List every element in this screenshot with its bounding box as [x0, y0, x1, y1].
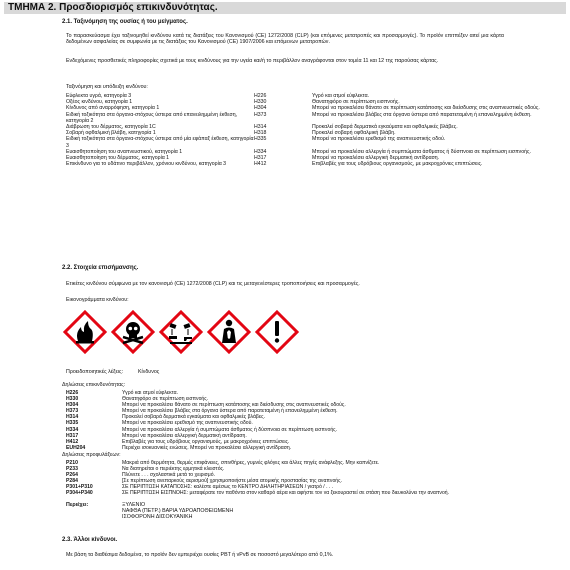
table-row: Διάβρωση του δέρματος, κατηγορία 1C H314 Προκαλεί σοβαρά δερματικά εγκαύματα και οφθαλμικές βλάβες. [66, 124, 458, 131]
list-item: P264 Πλύνετε . . . σχολαστικά μετά το χειρισμό. [66, 472, 215, 479]
list-item: P233 Να διατηρείται ο περιέκτης ερμητικά κλειστός. [66, 466, 225, 473]
list-item: H330 Θανατηφόρο σε περίπτωση εισπνοής. [66, 396, 209, 403]
list-item: P301+P310 ΣΕ ΠΕΡΙΠΤΩΣΗ ΚΑΤΑΠΟΣΗΣ: καλέστε αμέσως το ΚΕΝΤΡΟ ΔΗΛΗΤΗΡΙΑΣΕΩΝ / γιατρό / . . . [66, 484, 334, 491]
heading-2-2: 2.2. Στοιχεία επισήμανσης. [62, 265, 139, 271]
table-row: Οξέος κινδύνου, κατηγορία 1 H330 Θανατηφόρο σε περίπτωση εισπνοής. [66, 99, 400, 106]
table-row: Επικίνδυνο για το υδάτινο περιβάλλον, χρόνιου κινδύνου, κατηγορία 3 H412 Επιβλαβές για τους υδρόβιους οργανισμούς, με μακροχρόνιες επιπτώσεις. [66, 161, 483, 168]
list-item: P210 Μακριά από θερμότητα, θερμές επιφάνειες, σπινθήρες, γυμνές φλόγες και άλλες πηγές ανάφλεξης. Μην καπνίζετε. [66, 460, 380, 466]
flame-pictogram-icon [62, 309, 108, 355]
table-row: Ευαισθητοποίηση του δέρματος, κατηγορία 1 H317 Μπορεί να προκαλέσει αλλεργική δερματική αντίδραση. [66, 155, 440, 162]
skull-pictogram-icon [110, 309, 156, 355]
table-row: Σοβαρή οφθαλμική βλάβη, κατηγορία 1 H318 Προκαλεί σοβαρή οφθαλμική βλάβη. [66, 130, 396, 137]
labelling-paragraph: Ετικέτες κινδύνου σύμφωνα με τον κανονισμό (CE) 1272/2008 (CLP) και τις μεταγενέστερες τροποποιήσεις και προσαρμογές. [66, 281, 360, 287]
list-item: H334 Μπορεί να προκαλέσει αλλεργία ή συμπτώματα άσθματος ή δύσπνοια σε περίπτωση εισπνοής. [66, 426, 338, 433]
list-item: H226 Υγρό και ατμοί εύφλεκτα. [66, 390, 179, 396]
signal-word-value: Κίνδυνος [138, 369, 160, 375]
list-item: P304+P340 ΣΕ ΠΕΡΙΠΤΩΣΗ ΕΙΣΠΝΟΗΣ: μεταφέρατε τον παθόντα στον καθαρό αέρα και αφήστε τον να ξεκουραστεί σε στάση που διευκολύνει την αναπνοή. [66, 490, 450, 497]
list-item: H304 Μπορεί να προκαλέσει θάνατο σε περίπτωση κατάποσης και διείσδυσης στις αναπνευστικές οδούς. [66, 402, 346, 409]
list-item: H412 Επιβλαβές για τους υδρόβιους οργανισμούς, με μακροχρόνιες επιπτώσεις. [66, 438, 290, 445]
other-hazards-paragraph: Με βάση τα διαθέσιμα δεδομένα, το προϊόν δεν εμπεριέχει ουσίες PBT ή vPvB σε ποσοστό μεγαλύτερο από 0,1%. [66, 552, 334, 558]
list-item: H314 Προκαλεί σοβαρά δερματικά εγκαύματα και οφθαλμικές βλάβες. [66, 414, 266, 421]
table-row: Εύφλεκτα υγρά, κατηγορία 3 H226 Υγρό και ατμοί εύφλεκτα. [66, 93, 370, 99]
classification-table-label: Ταξινόμηση και υπόδειξη κινδύνου: [66, 84, 148, 90]
table-row: Ειδική τοξικότητα στα όργανα-στόχους ύστερα από μία εφάπαξ έκθεση, κατηγορία 3 H335 Μπορεί να προκαλέσει ερεθισμό της αναπνευστικής οδού. [66, 136, 446, 149]
table-row: Ειδική τοξικότητα στα όργανα-στόχους ύστερα από επανειλημμένη έκθεση, κατηγορία 2 H373 Μπορεί να προκαλέσει βλάβες στα όργανα ύστερα από παρατεταμένη ή επανειλημμένη έκθεση. [66, 111, 532, 124]
hazard-statements-list [66, 390, 562, 451]
pictogram-row [62, 309, 300, 355]
precautionary-statements-label: Δηλώσεις προφυλάξεων: [62, 452, 121, 458]
list-item: EUH204 Περιέχει ισοκυανικές ενώσεις. Μπορεί να προκαλέσει αλλεργική αντίδραση. [66, 444, 292, 451]
table-row: Κίνδυνος από αναρρόφηση, κατηγορία 1 H304 Μπορεί να προκαλέσει θάνατο σε περίπτωση κατάποσης και διείσδυσης στις αναπνευστικές οδούς. [66, 105, 540, 112]
list-item: ΞΥΛΕΝΙΟ [122, 502, 146, 508]
signal-word-row [66, 369, 159, 375]
list-item: H335 Μπορεί να προκαλέσει ερεθισμό της αναπνευστικής οδού. [66, 420, 253, 427]
list-item: H373 Μπορεί να προκαλέσει βλάβες στα όργανα ύστερα από παρατεταμένη ή επανειλημμένη έκθεση. [66, 408, 338, 415]
pictograms-label: Εικονογράμματα κινδύνου: [66, 297, 129, 303]
hazard-statements-label: Δηλώσεις επικινδυνότητας: [62, 382, 126, 388]
table-row: Ευαισθητοποίηση του αναπνευστικού, κατηγορία 1 H334 Μπορεί να προκαλέσει αλλεργία ή συμπτώματα άσθματος ή δύσπνοια σε περίπτωση εισπνοής. [66, 148, 531, 155]
precautionary-statements-list [66, 460, 562, 497]
contains-label: Περιέχει: [66, 502, 89, 508]
classification-paragraph-1: Το παρασκεύασμα έχει ταξινομηθεί κινδύνου κατά τις διατάξεις του Κανονισμού (CE) 1272/2008 (CLP) (και επόμενες μετατροπές και προσαρμογές). Το προϊόν επιτπέξεν αιτεί μια κάρτα δεδομένων ασφαλείας σε συμφωνία με τις διατάξεις του Κανονισμού (CE) 1907/2006 και επόμενων μετατροπών. [66, 33, 504, 46]
contains-list [122, 502, 233, 521]
list-item: ΝΑΦΘΑ (ΠΕΤΡ.) ΒΑΡΙΑ ΥΔΡΟΑΠΟΘΕΙΩΜΕΝΗ [122, 508, 234, 515]
heading-2-1: 2.1. Ταξινόμηση της ουσίας ή του μείγματος. [62, 19, 188, 25]
classification-table [66, 93, 552, 167]
heading-2-3: 2.3. Άλλοι κίνδυνοι. [62, 537, 118, 543]
contains-block [66, 502, 233, 521]
classification-paragraph-2: Ενδεχόμενες προσθετικές πληροφορίες σχετικά με τους κινδύνους για την υγεία και/ή το περιβάλλον αναγράφονται στον τομέα 11 και 12 της παρούσας κάρτας. [66, 58, 439, 64]
corrosion-pictogram-icon [158, 309, 204, 355]
section-title: ΤΜΗΜΑ 2. Προσδιορισμός επικινδυνότητας. [4, 2, 566, 14]
list-item: ΙΣΟΦΟΡΟΝΗ ΔΙΙΣΟΚΥΑΝΙΚΗ [122, 514, 193, 521]
exclamation-pictogram-icon [254, 309, 300, 355]
health-hazard-pictogram-icon [206, 309, 252, 355]
list-item: P284 [Σε περίπτωση ανεπαρκούς αερισμού] χρησιμοποιήστε μέσα ατομικής προστασίας της αναπνοής. [66, 478, 342, 485]
signal-word-label: Προειδοποιητικές λέξεις: [66, 369, 124, 375]
list-item: H317 Μπορεί να προκαλέσει αλλεργική δερματική αντίδραση. [66, 432, 247, 439]
